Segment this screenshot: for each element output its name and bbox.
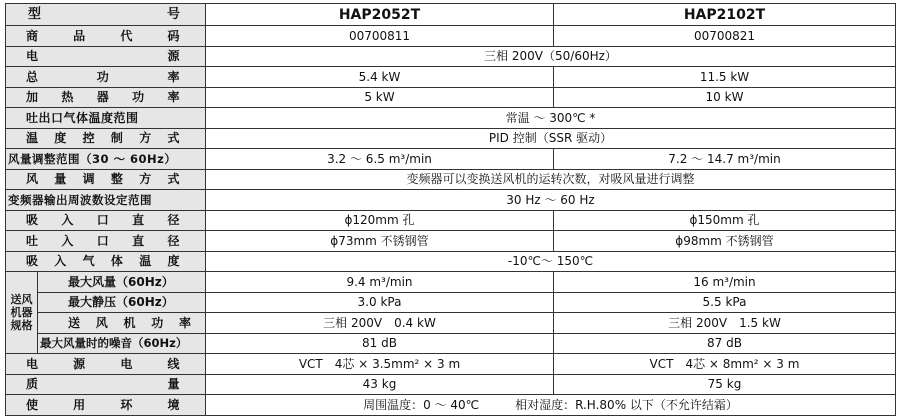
table-row	[6, 26, 896, 47]
row-label: 电 源 电 线	[6, 354, 206, 375]
cell-a: ϕ73mm 不锈钢管	[206, 231, 554, 252]
cell-merged: 三相 200V（50/60Hz）	[206, 46, 896, 67]
cell-a: 5 kW	[206, 87, 554, 108]
table-row	[6, 313, 896, 334]
cell-a: 5.4 kW	[206, 67, 554, 88]
row-label: 最大风量时的噪音（60Hz）	[38, 333, 206, 354]
cell-merged: 变频器可以变换送风机的运转次数，对吸风量进行调整	[206, 169, 896, 190]
row-label: 吐出口气体温度范围	[6, 108, 206, 129]
row-label: 吐 入 口 直 径	[6, 231, 206, 252]
table-row	[6, 169, 896, 190]
row-label: 风 量 调 整 方 式	[6, 169, 206, 190]
table-row	[6, 128, 896, 149]
cell-b: VCT 4芯 × 8mm² × 3 m	[554, 354, 896, 375]
row-label: 吸 入 气 体 温 度	[6, 251, 206, 272]
table-header-row	[6, 4, 896, 26]
table-row	[6, 251, 896, 272]
row-label: 电 源	[6, 46, 206, 67]
row-label: 加 热 器 功 率	[6, 87, 206, 108]
cell-a: VCT 4芯 × 3.5mm² × 3 m	[206, 354, 554, 375]
cell-a: 9.4 m³/min	[206, 272, 554, 293]
table-row	[6, 272, 896, 293]
table-row	[6, 149, 896, 170]
cell-merged: 30 Hz ～ 60 Hz	[206, 190, 896, 211]
row-label: 商 品 代 码	[6, 26, 206, 47]
row-label: 送 风 机 功 率	[38, 313, 206, 334]
table-row	[6, 67, 896, 88]
table-row	[6, 87, 896, 108]
table-row	[6, 333, 896, 354]
cell-b: 00700821	[554, 26, 896, 47]
cell-merged: 周围温度：0 ～ 40℃ 相对湿度：R.H.80% 以下（不允许结霜）	[206, 395, 896, 416]
row-label: 风量调整范围（30 ～ 60Hz）	[6, 149, 206, 170]
model-a-header: HAP2052T	[206, 4, 554, 26]
table-row	[6, 190, 896, 211]
table-row	[6, 354, 896, 375]
row-label: 最大静压（60Hz）	[38, 292, 206, 313]
cell-a: ϕ120mm 孔	[206, 210, 554, 231]
cell-b: ϕ98mm 不锈钢管	[554, 231, 896, 252]
cell-b: 11.5 kW	[554, 67, 896, 88]
cell-a: 43 kg	[206, 374, 554, 395]
cell-b: 7.2 ～ 14.7 m³/min	[554, 149, 896, 170]
table-row	[6, 231, 896, 252]
table-row	[6, 374, 896, 395]
model-header-label: 型 号	[6, 4, 206, 26]
cell-b: 75 kg	[554, 374, 896, 395]
cell-merged: -10℃～ 150℃	[206, 251, 896, 272]
cell-a: 三相 200V 0.4 kW	[206, 313, 554, 334]
cell-a: 3.0 kPa	[206, 292, 554, 313]
cell-merged: PID 控制（SSR 驱动）	[206, 128, 896, 149]
row-label: 变频器输出周波数设定范围	[6, 190, 206, 211]
cell-a: 3.2 ～ 6.5 m³/min	[206, 149, 554, 170]
blower-group-label: 送风机器规格	[6, 272, 38, 354]
table-row	[6, 395, 896, 416]
cell-b: 三相 200V 1.5 kW	[554, 313, 896, 334]
row-label: 吸 入 口 直 径	[6, 210, 206, 231]
table-row	[6, 46, 896, 67]
cell-b: 16 m³/min	[554, 272, 896, 293]
row-label: 使 用 环 境	[6, 395, 206, 416]
cell-a: 00700811	[206, 26, 554, 47]
row-label: 质 量	[6, 374, 206, 395]
model-b-header: HAP2102T	[554, 4, 896, 26]
row-label: 最大风量（60Hz）	[38, 272, 206, 293]
table-row	[6, 108, 896, 129]
row-label: 温 度 控 制 方 式	[6, 128, 206, 149]
spec-table	[5, 3, 896, 416]
table-row	[6, 210, 896, 231]
cell-b: 10 kW	[554, 87, 896, 108]
cell-b: 5.5 kPa	[554, 292, 896, 313]
row-label: 总 功 率	[6, 67, 206, 88]
cell-b: ϕ150mm 孔	[554, 210, 896, 231]
cell-b: 87 dB	[554, 333, 896, 354]
table-row	[6, 292, 896, 313]
cell-a: 81 dB	[206, 333, 554, 354]
cell-merged: 常温 ～ 300℃ *	[206, 108, 896, 129]
